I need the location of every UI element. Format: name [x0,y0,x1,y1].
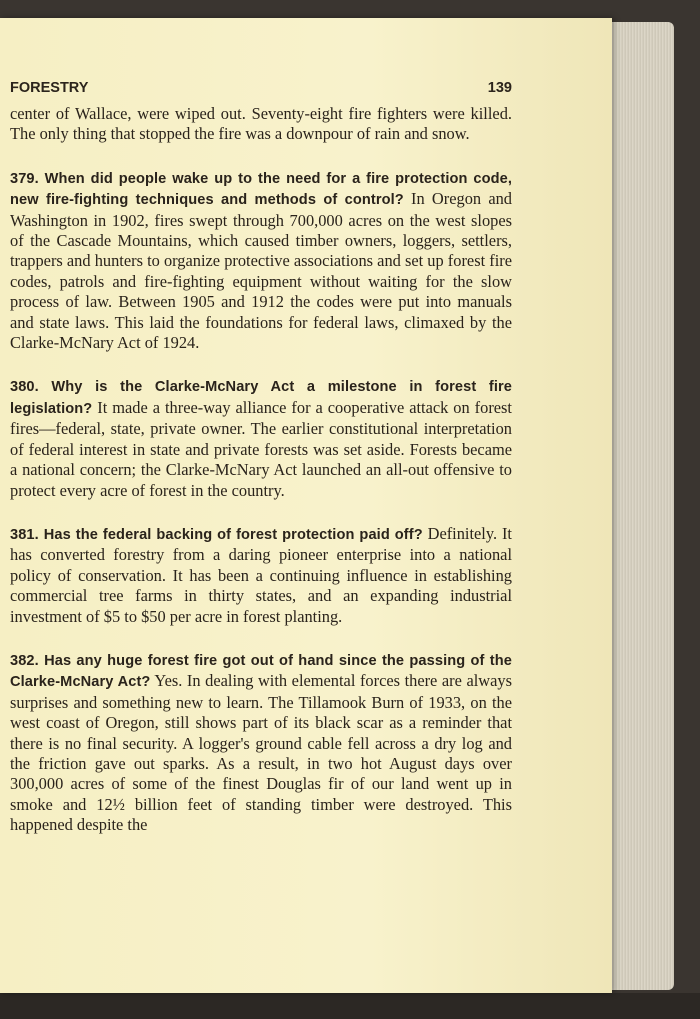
answer-body: Yes. In dealing with elemental forces there are always surprises and something new to learn. The Tillamook Burn of 1933, on the west coast of Oregon, still shows part of its black scar as a reminder that there is no final security. A logger's ground cable fell across a dry log and the friction gave out sparks. As a result, in two hot August days over 300,000 acres of some of the finest Douglas fir of our land went up in smoke and 12½ billion feet of standing timber were destroyed. This happened despite the [10,671,512,835]
qa-380 [10,376,512,500]
question-heading: 381. Has the federal backing of forest protection paid off? [10,526,423,543]
answer-body: Definitely. It has converted forestry from a daring pioneer enterprise into a national policy of conservation. It has been a continuing influence in establishing commercial tree farms in thirty states, and an expanding industrial investment of $5 to $50 per acre in forest planting. [10,523,512,626]
page-edges [608,22,674,990]
qa-381 [10,524,512,627]
question-heading: 382. Has any huge forest fire got out of hand since the passing of the Clarke-McNary Act? [10,652,512,691]
running-head [10,80,512,96]
page-number: 139 [487,80,512,96]
answer-body: In Oregon and Washington in 1902, fires swept through 700,000 acres on the west slopes of the Cascade Mountains, which caused timber owners, loggers, settlers, trappers and hunters to organize protective associations and set up forest fire codes, patrols and fire-fighting equipment without waiting for the slow process of law. Between 1905 and 1912 the codes were put into manuals and state laws. This laid the foundations for federal laws, climaxed by the Clarke-McNary Act of 1924. [10,189,512,353]
section-title: FORESTRY [10,80,89,96]
question-heading: 379. When did people wake up to the need for a fire protection code, new fire-fighting techniques and methods of control? [10,170,512,209]
qa-379 [10,168,512,354]
qa-382 [10,650,512,836]
paragraph-continuation [10,104,512,145]
paragraph-body: center of Wallace, were wiped out. Seventy-eight fire fighters were killed. The only thing that stopped the fire was a downpour of rain and snow. [10,104,512,144]
question-heading: 380. Why is the Clarke-McNary Act a milestone in forest fire legislation? [10,379,512,417]
text-block [10,104,512,859]
answer-body: It made a three-way alliance for a cooperative attack on forest fires—federal, state, private owner. The earlier constitutional interpretation of federal interest in state and private forests was set aside. Forests became a national concern; the Clarke-McNary Act launched an all-out offensive to protect every acre of forest in the country. [10,397,512,500]
background-surface [0,993,700,1019]
